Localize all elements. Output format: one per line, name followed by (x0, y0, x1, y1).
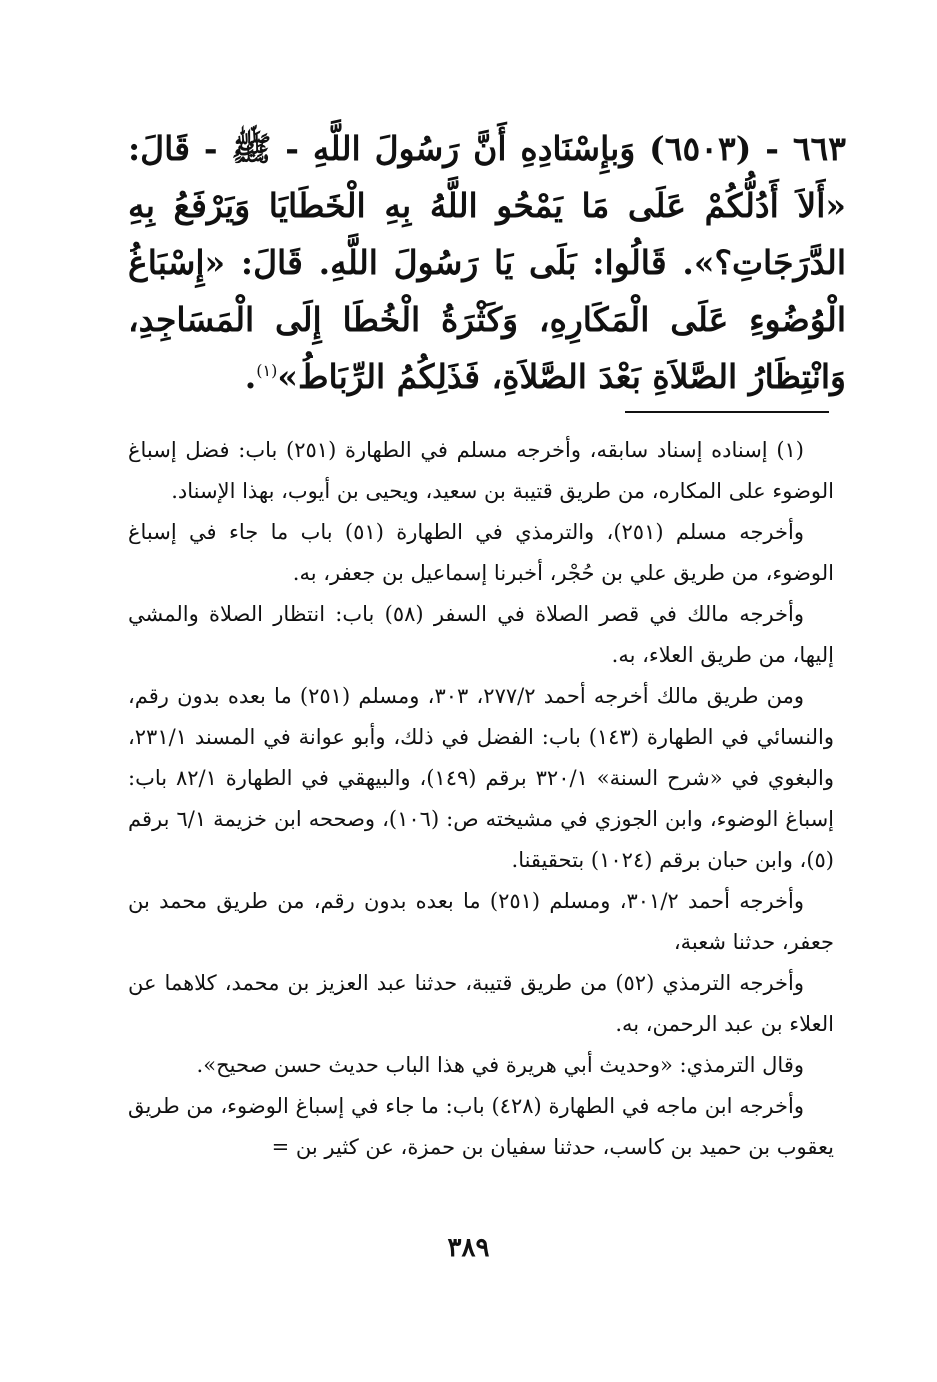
footnotes-section (128, 430, 834, 1168)
footnote-paragraph: وأخرجه مسلم (٢٥١)، والترمذي في الطهارة (٥١) باب ما جاء في إسباغ الوضوء، من طريق علي بن حُجْر، أخبرنا إسماعيل بن جعفر، به. (128, 520, 834, 585)
footnote-paragraph: وأخرجه أحمد ٣٠١/٢، ومسلم (٢٥١) ما بعده بدون رقم، من طريق محمد بن جعفر، حدثنا شعبة، (128, 889, 834, 954)
hadith-end-mark: . (244, 357, 257, 396)
footnote-reference: (١) (256, 361, 278, 380)
footnote-divider (625, 411, 829, 413)
footnote-paragraph: وأخرجه الترمذي (٥٢) من طريق قتيبة، حدثنا عبد العزيز بن محمد، كلاهما عن العلاء بن عبد الرحمن، به. (128, 971, 834, 1036)
footnote-paragraph: وأخرجه مالك في قصر الصلاة في السفر (٥٨) باب: انتظار الصلاة والمشي إليها، من طريق العلاء، به. (128, 602, 834, 667)
hadith-text (128, 120, 846, 405)
footnote-paragraph: ومن طريق مالك أخرجه أحمد ٢٧٧/٢، ٣٠٣، ومسلم (٢٥١) ما بعده بدون رقم، والنسائي في الطهارة (١٤٣) باب: الفضل في ذلك، وأبو عوانة في المسند ٢٣١/١، والبغوي في «شرح السنة» ٣٢٠/١ برقم (١٤٩)، والبيهقي في الطهارة ٨٢/١ باب: إسباغ الوضوء، وابن الجوزي في مشيخته ص: (١٠٦)، وصححه ابن خزيمة ٦/١ برقم (٥)، وابن حبان برقم (١٠٢٤) بتحقيقنا. (128, 684, 835, 872)
footnote-paragraph: (١) إسناده إسناد سابقه، وأخرجه مسلم في الطهارة (٢٥١) باب: فضل إسباغ الوضوء على المكاره، من طريق قتيبة بن سعيد، ويحيى بن أيوب، بهذا الإسناد. (128, 438, 834, 503)
footnote-paragraph: وقال الترمذي: «وحديث أبي هريرة في هذا الباب حديث حسن صحيح». (196, 1053, 804, 1077)
footnote-paragraph: وأخرجه ابن ماجه في الطهارة (٤٢٨) باب: ما جاء في إسباغ الوضوء، من طريق يعقوب بن حميد بن كاسب، حدثنا سفيان بن حمزة، عن كثير بن = (128, 1094, 834, 1159)
page-number: ٣٨٩ (447, 1233, 490, 1263)
hadith-body: ٦٦٣ - (٦٥٠٣) وَبإِسْنَادِهِ أَنَّ رَسُولَ اللَّهِ - ﷺ - قَالَ: «أَلاَ أَدُلُّكُمْ عَلَى مَا يَمْحُو اللَّهُ بِهِ الْخَطَايَا وَيَرْفَعُ بِهِ الدَّرَجَاتِ؟». قَالُوا: بَلَى يَا رَسُولَ اللَّهِ. قَالَ: «إِسْبَاغُ الْوُضُوءِ عَلَى الْمَكَارِهِ، وَكَثْرَةُ الْخُطَا إِلَى الْمَسَاجِدِ، وَانْتِظَارُ الصَّلاَةِ بَعْدَ الصَّلاَةِ، فَذَلِكُمُ الرِّبَاطُ» (128, 129, 846, 396)
